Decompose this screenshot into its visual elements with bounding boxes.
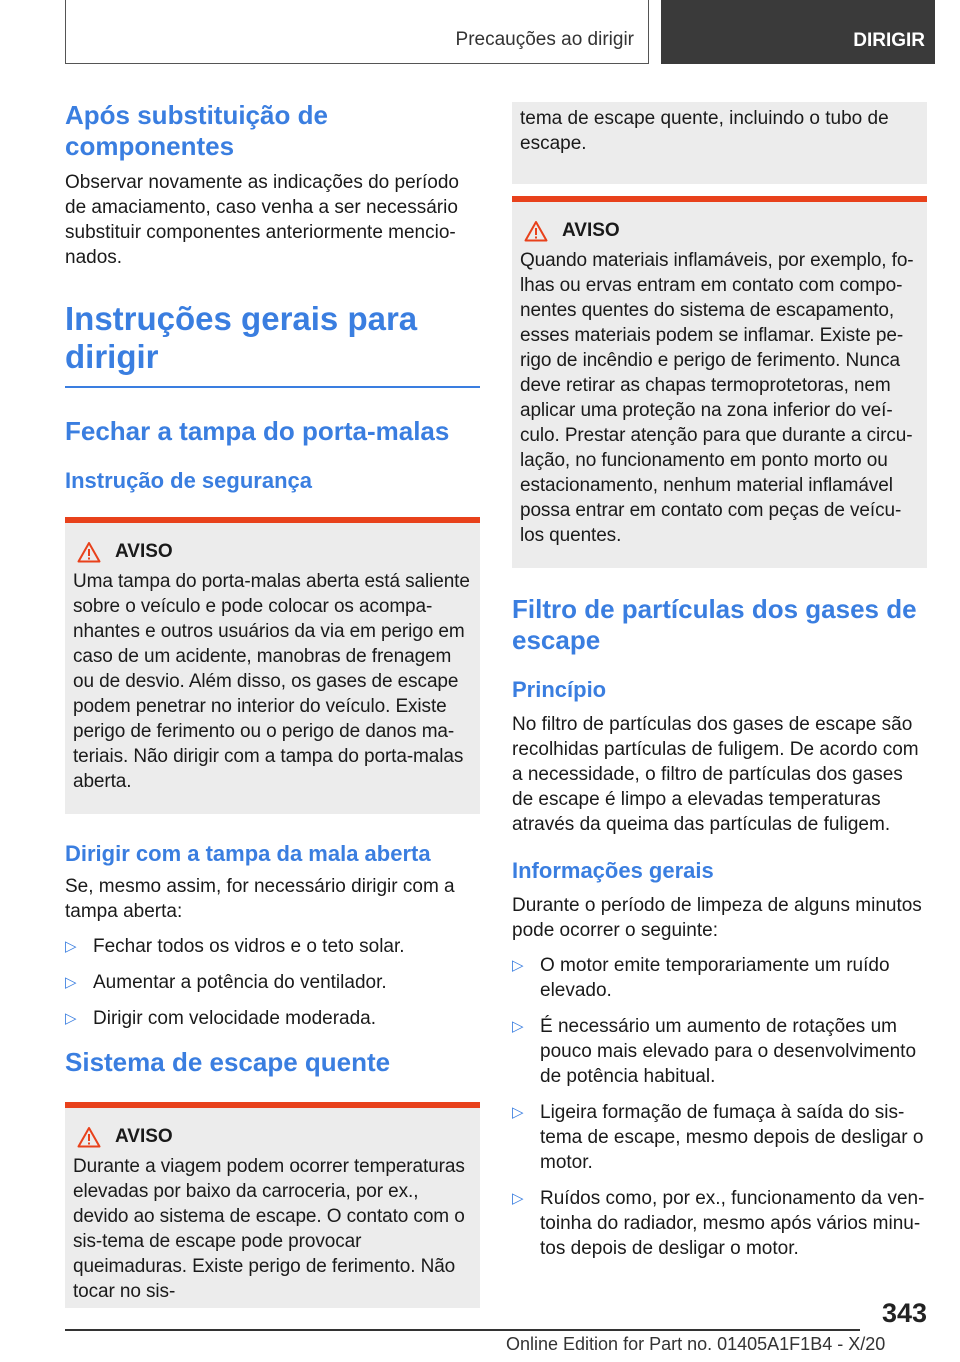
warning-box-continued <box>512 102 927 184</box>
general-info-text: Durante o período de limpeza de alguns minutos pode ocorrer o seguinte: <box>512 895 922 941</box>
header-subtitle: Precauções ao dirigir <box>455 29 634 50</box>
open-trunk-heading: Dirigir com a tampa da mala aberta <box>65 840 431 866</box>
list-item: ▷ É necessário um aumento de rotações um pouco mais elevado para o desenvolvimento de potência habitual. <box>512 1016 917 1087</box>
list-item: ▷ O motor emite temporariamente um ruído elevado. <box>512 955 890 1001</box>
warning-box-exhaust <box>65 1102 480 1308</box>
right-column <box>512 102 927 1272</box>
triangle-right-icon: ▷ <box>65 1009 77 1027</box>
warning-text: Durante a viagem podem ocorrer temperaturas elevadas por baixo da carroceria, por ex., devido ao sistema de escape. O contato com o sis-tema de escape pode provocar queimaduras. Existe perigo de ferimento. Não tocar no sis- <box>73 1155 465 1302</box>
warning-text: Uma tampa do porta-malas aberta está saliente sobre o veículo e pode colocar os acompa-nhantes e outros usuários da via em perigo em caso de um acidente, manobras de frenagem ou de desvio. Além disso, os gases de escape podem penetrar no interior do veículo. Existe perigo de ferimento ou o perigo de danos ma-teriais. Não dirigir com a tampa do porta-malas aberta. <box>73 570 470 792</box>
list-item: ▷ Ruídos como, por ex., funcionamento da ven-toinha do radiador, mesmo após vários minu-tos depois de desligar o motor. <box>512 1188 925 1259</box>
after-replacement-text: Observar novamente as indicações do período de amaciamento, caso venha a ser necessário substituir componentes anteriormente mencio-nados. <box>65 172 459 268</box>
header-section-tab <box>661 0 935 64</box>
warning-label: AVISO <box>562 220 620 241</box>
list-item: ▷ Fechar todos os vidros e o teto solar. <box>65 935 405 957</box>
header-section-label: DIRIGIR <box>853 30 925 51</box>
triangle-right-icon: ▷ <box>512 1018 524 1035</box>
list-item: ▷ Ligeira formação de fumaça à saída do sis-tema de escape, mesmo depois de desligar o motor. <box>512 1102 924 1173</box>
open-trunk-text: Se, mesmo assim, for necessário dirigir com a tampa aberta: <box>65 875 455 922</box>
footer-rule <box>65 1329 860 1331</box>
triangle-right-icon: ▷ <box>512 1190 524 1207</box>
main-heading: Instruções gerais para dirigir <box>65 300 418 375</box>
principle-text: No filtro de partículas dos gases de escape são recolhidas partículas de fuligem. De acordo com a necessidade, o filtro de partículas dos gases de escape é limpo a elevadas temperaturas através da queima das partículas de fuligem. <box>512 714 919 835</box>
warning-box-trunk <box>65 517 480 814</box>
warning-label: AVISO <box>115 1125 173 1147</box>
principle-heading: Princípio <box>512 677 607 702</box>
header-chapter-tab <box>65 0 649 64</box>
filter-heading: Filtro de partículas dos gases de escape <box>512 594 917 655</box>
safety-heading: Instrução de segurança <box>65 467 312 493</box>
trunk-heading: Fechar a tampa do porta-malas <box>65 415 450 446</box>
page-number: 343 <box>881 1298 927 1328</box>
open-trunk-list <box>65 934 480 1031</box>
left-column <box>65 100 480 1308</box>
main-heading-rule <box>65 386 480 388</box>
warning-triangle-icon <box>77 541 101 563</box>
edition-text: Online Edition for Part no. 01405A1F1B4 - X/20 <box>506 1334 886 1354</box>
warning-triangle-icon <box>77 1126 101 1148</box>
general-info-heading: Informações gerais <box>512 858 714 883</box>
exhaust-heading: Sistema de escape quente <box>65 1046 391 1077</box>
triangle-right-icon: ▷ <box>65 973 77 991</box>
warning-text: Quando materiais inflamáveis, por exemplo, fo-lhas ou ervas entram em contato com compo-nentes quentes do sistema de escapamento, esses materiais podem se inflamar. Existe pe-rigo de incêndio e perigo de ferimento. Nunca deve retirar as chapas termoprotetoras, nem aplicar uma proteção na zona inferior do veí-culo. Prestar atenção para que durante a circu-lação, no funcionamento em ponto morto ou estacionamento, nenhum material inflamável possa entrar em contato com peças de veícu-los quentes. <box>520 250 914 546</box>
after-replacement-heading: Após substituição de componentes <box>65 100 328 161</box>
warning-box-flammable <box>512 196 927 568</box>
list-item: ▷ Aumentar a potência do ventilador. <box>65 971 387 993</box>
list-item: ▷ Dirigir com velocidade moderada. <box>65 1007 377 1029</box>
warning-triangle-icon <box>524 220 548 242</box>
triangle-right-icon: ▷ <box>65 937 77 955</box>
warning-continued-text: tema de escape quente, incluindo o tubo de escape. <box>520 108 889 154</box>
triangle-right-icon: ▷ <box>512 1104 524 1121</box>
warning-label: AVISO <box>115 540 173 562</box>
general-info-list <box>512 953 927 1261</box>
triangle-right-icon: ▷ <box>512 957 524 974</box>
